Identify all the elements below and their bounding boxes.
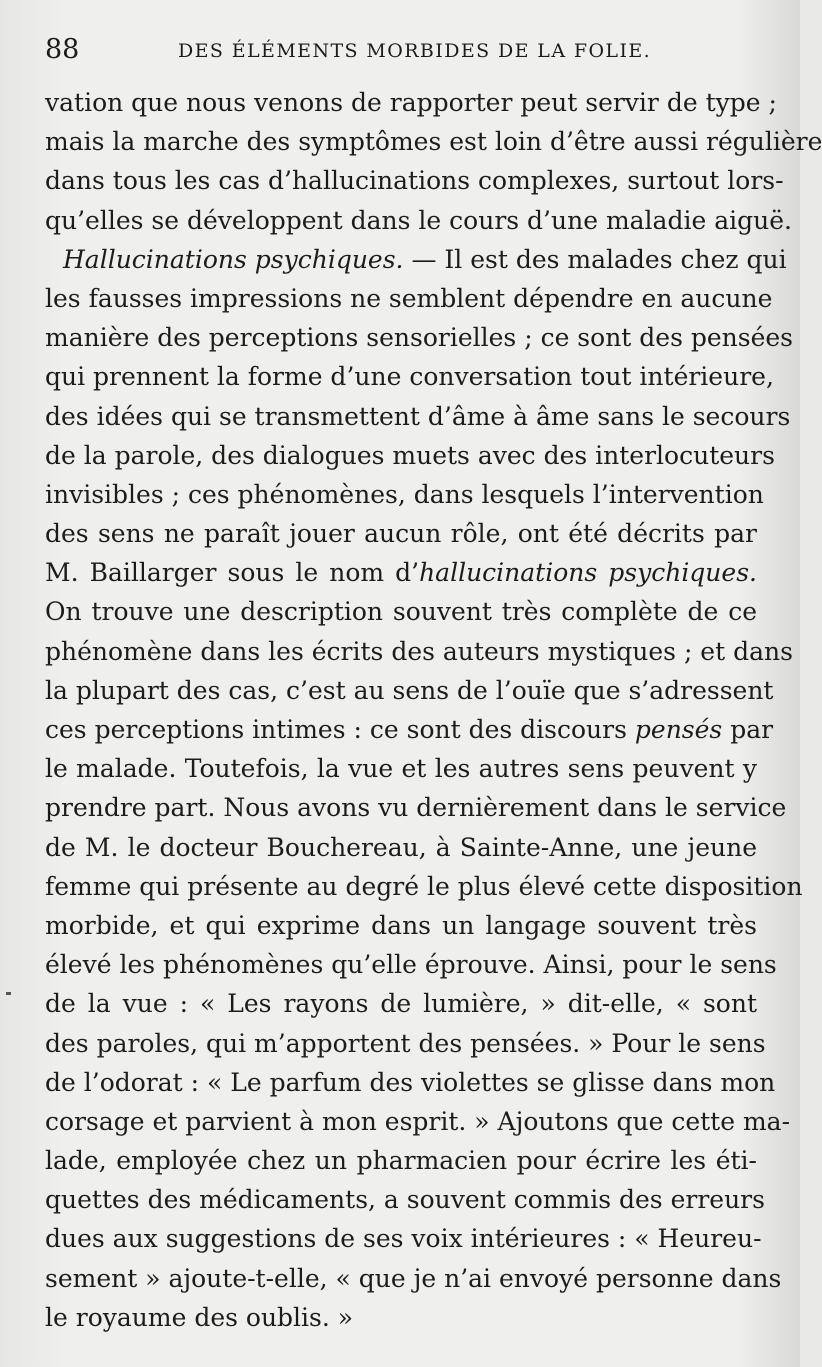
page-header [45, 34, 760, 66]
text-segment: le malade. Toutefois, la vue et les autres sens peuvent y [45, 754, 757, 784]
text-segment: mais la marche des symptômes est loin d’être aussi régulière [45, 127, 822, 157]
text-segment: quettes des médicaments, a souvent commis des erreurs [45, 1185, 765, 1215]
text-line [45, 710, 774, 749]
text-line [45, 788, 787, 827]
text-segment: de M. le docteur Bouchereau, à Sainte-Anne, une jeune [45, 832, 757, 862]
text-segment: la plupart des cas, c’est au sens de l’ouïe que s’adressent [45, 675, 774, 705]
text-segment: des sens ne paraît jouer aucun rôle, ont été décrits par [45, 519, 757, 549]
text-line [45, 632, 793, 671]
text-segment: dues aux suggestions de ses voix intérieures : « Heureu- [45, 1224, 762, 1254]
text-line [45, 514, 757, 553]
text-segment: M. Baillarger sous le nom d’ [45, 558, 420, 588]
text-segment: de l’odorat : « Le parfum des violettes se glisse dans mon [45, 1067, 776, 1097]
text-line [45, 122, 822, 161]
text-segment: dans tous les cas d’hallucinations complexes, surtout lors- [45, 166, 784, 196]
text-segment: les fausses impressions ne semblent dépendre en aucune [45, 283, 773, 313]
text-line [45, 279, 773, 318]
text-segment: sement » ajoute-t-elle, « que je n’ai envoyé personne dans [45, 1263, 782, 1293]
text-line [45, 83, 777, 122]
text-segment: phénomène dans les écrits des auteurs mystiques ; et dans [45, 636, 793, 666]
text-segment: manière des perceptions sensorielles ; ce sont des pensées [45, 323, 794, 353]
running-title: DES ÉLÉMENTS MORBIDES DE LA FOLIE. [178, 40, 652, 62]
text-line [45, 867, 803, 906]
text-line [45, 906, 757, 945]
text-segment: qu’elles se développent dans le cours d’une maladie aiguë. [45, 205, 792, 235]
page-number: 88 [45, 34, 80, 65]
text-segment: vation que nous venons de rapporter peut servir de type ; [45, 88, 777, 117]
text-line [45, 1024, 766, 1063]
text-segment: morbide, et qui exprime dans un langage souvent très [45, 910, 757, 940]
text-line [45, 749, 757, 788]
body-text [45, 83, 822, 1337]
text-segment: qui prennent la forme d’une conversation tout intérieure, [45, 362, 774, 392]
text-segment: — Il est des malades chez qui [403, 244, 787, 274]
italic-text: pensés [634, 715, 723, 744]
text-segment: invisibles ; ces phénomènes, dans lesquels l’intervention [45, 479, 764, 509]
text-line [45, 1259, 782, 1298]
text-line [45, 357, 774, 396]
text-segment: de la parole, des dialogues muets avec des interlocuteurs [45, 440, 775, 470]
text-segment: de la vue : « Les rayons de lumière, » dit-elle, « sont [45, 989, 757, 1019]
italic-text: Hallucinations psychiques. [63, 244, 404, 274]
text-segment: des idées qui se transmettent d’âme à âme sans le secours [45, 401, 791, 431]
italic-text: hallucinations psychiques. [419, 558, 757, 588]
text-line [45, 828, 757, 867]
text-line [45, 945, 777, 984]
text-line [45, 1063, 776, 1102]
text-line [45, 1298, 757, 1337]
text-segment: par [722, 715, 774, 744]
text-line [45, 1102, 791, 1141]
text-line [45, 1141, 757, 1180]
text-line [45, 318, 794, 357]
text-segment: ces perceptions intimes : ce sont des discours [45, 715, 635, 744]
text-segment: corsage et parvient à mon esprit. » Ajoutons que cette ma- [45, 1106, 791, 1136]
text-line [45, 436, 775, 475]
text-line [45, 161, 784, 200]
text-segment: femme qui présente au degré le plus élevé cette disposition [45, 871, 803, 901]
text-line [45, 240, 787, 279]
text-line [45, 671, 774, 710]
text-line [45, 201, 792, 240]
text-line [45, 475, 764, 514]
text-line [45, 592, 757, 631]
text-segment: prendre part. Nous avons vu dernièrement dans le service [45, 793, 787, 823]
text-line [45, 1219, 762, 1258]
text-line [45, 1180, 765, 1219]
text-segment: le royaume des oublis. » [45, 1302, 354, 1332]
text-segment: des paroles, qui m’apportent des pensées. » Pour le sens [45, 1028, 766, 1058]
text-segment: lade, employée chez un pharmacien pour écrire les éti- [45, 1146, 757, 1176]
text-line [45, 984, 757, 1023]
margin-mark [6, 992, 11, 995]
text-segment: élevé les phénomènes qu’elle éprouve. Ainsi, pour le sens [45, 950, 777, 980]
text-line [45, 553, 757, 592]
text-line [45, 397, 791, 436]
text-segment: On trouve une description souvent très complète de ce [45, 597, 757, 627]
